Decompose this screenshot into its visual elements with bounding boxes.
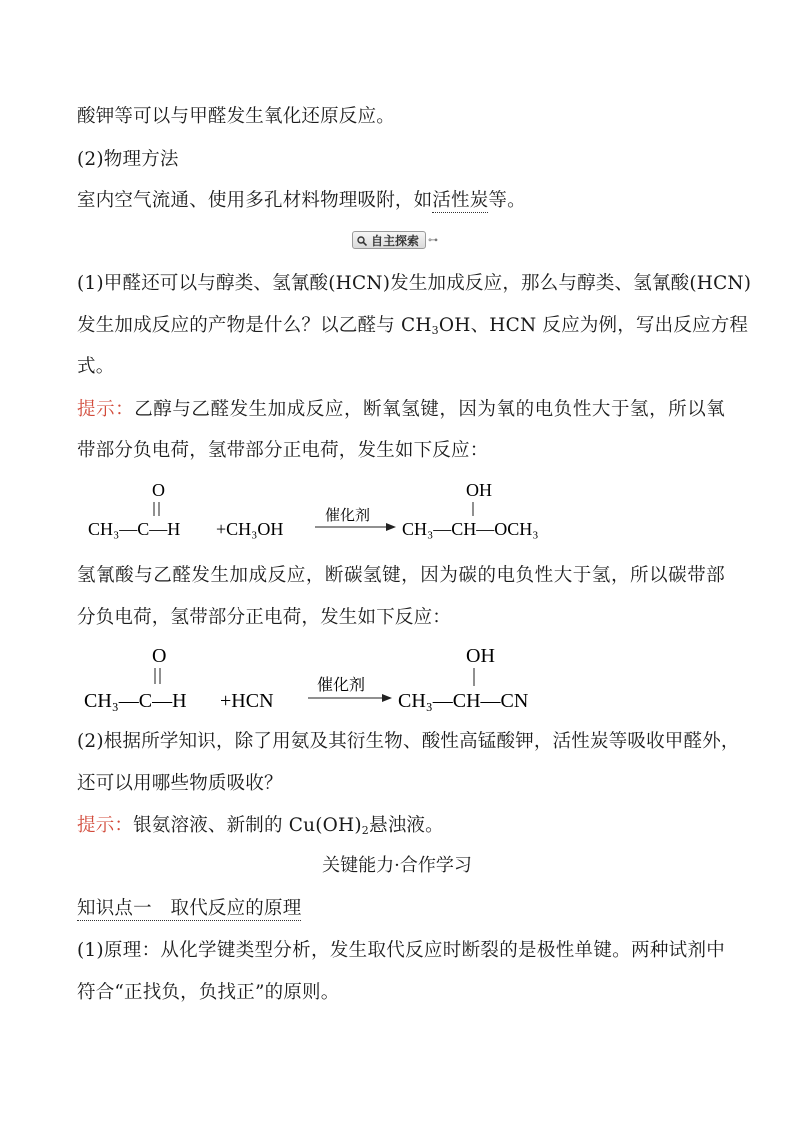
eq-hydroxyl-top: OH — [466, 480, 492, 500]
question-line — [77, 354, 725, 380]
eq-hydroxyl-top: OH — [466, 645, 495, 667]
text: 酸钾等可以与甲醛发生氧化还原反应。 — [77, 106, 395, 127]
text: 还可以用哪些物质吸收？ — [77, 773, 283, 794]
reaction-equation-2 — [80, 644, 640, 714]
eq-reagent: +HCN — [220, 690, 274, 712]
section-title — [0, 853, 794, 879]
eq-reactant: CH₃—C—H — [84, 690, 187, 712]
text: (2)物理方法 — [77, 149, 179, 170]
text: 符合“正找负，负找正”的原则。 — [77, 982, 340, 1003]
text: OH、HCN 反应为例，写出反应方程 — [438, 315, 749, 336]
text: (1)甲醛还可以与醇类、氢氰酸(HCN)发生加成反应，那么与醇类、氢氰酸(HCN) — [77, 273, 752, 294]
hint-line — [77, 813, 725, 839]
magnifier-icon — [357, 235, 367, 245]
paragraph-line — [77, 980, 725, 1006]
eq-reactant: CH₃—C—H — [88, 519, 181, 539]
text: 悬浊液。 — [369, 815, 444, 836]
eq-catalyst: 催化剂 — [317, 677, 366, 694]
text: 式。 — [77, 356, 115, 377]
eq-catalyst: 催化剂 — [325, 508, 371, 524]
text: 银氨溶液、新制的 Cu(OH) — [133, 815, 362, 836]
hint-line — [77, 438, 725, 464]
text: 乙醇与乙醛发生加成反应，断氧氢键，因为氧的电负性大于氢，所以氧 — [134, 399, 726, 420]
subscript: 3 — [431, 324, 439, 337]
self-explore-badge — [343, 229, 447, 251]
underlined-term: 活性炭 — [432, 190, 489, 211]
text: 带部分负电荷，氢带部分正电荷，发生如下反应： — [77, 440, 489, 461]
hint-label: 提示： — [77, 399, 135, 420]
eq-oxygen-top: O — [152, 645, 167, 667]
subheading-physical-method — [77, 147, 725, 173]
text: 分负电荷，氢带部分正电荷，发生如下反应： — [77, 607, 452, 628]
knowledge-point-title — [77, 896, 725, 922]
hint-label: 提示： — [77, 815, 134, 836]
hint-line — [77, 397, 725, 423]
paragraph-line — [77, 104, 725, 130]
question-line — [77, 271, 752, 297]
paragraph-line — [77, 938, 725, 964]
text: 关键能力·合作学习 — [322, 855, 472, 876]
text: 发生加成反应的产物是什么？以乙醛与 CH — [77, 315, 432, 336]
subscript: 2 — [361, 824, 369, 837]
question-line — [77, 771, 725, 797]
text: (2)根据所学知识，除了用氨及其衍生物、酸性高锰酸钾，活性炭等吸收甲醛外， — [77, 731, 740, 752]
hint-line — [77, 605, 725, 631]
eq-reagent: +CH₃OH — [216, 519, 284, 539]
question-line — [77, 313, 749, 339]
badge-label: 自主探索 — [370, 233, 419, 248]
reaction-equation-1 — [80, 478, 640, 548]
text: 室内空气流通、使用多孔材料物理吸附，如 — [77, 190, 433, 211]
text: 知识点一 取代反应的原理 — [77, 898, 302, 919]
eq-product: CH₃—CH—OCH₃ — [402, 519, 539, 539]
text: 等。 — [488, 190, 526, 211]
text: (1)原理：从化学键类型分析，发生取代反应时断裂的是极性单键。两种试剂中 — [77, 940, 725, 961]
question-line — [77, 729, 740, 755]
eq-product: CH₃—CH—CN — [398, 690, 529, 712]
text: 氢氰酸与乙醛发生加成反应，断碳氢键，因为碳的电负性大于氢，所以碳带部 — [77, 565, 725, 586]
paragraph-line — [77, 188, 725, 214]
hint-line — [77, 563, 725, 589]
eq-oxygen-top: O — [152, 480, 165, 500]
decorative-tail-icon: ⊶ — [428, 234, 438, 246]
